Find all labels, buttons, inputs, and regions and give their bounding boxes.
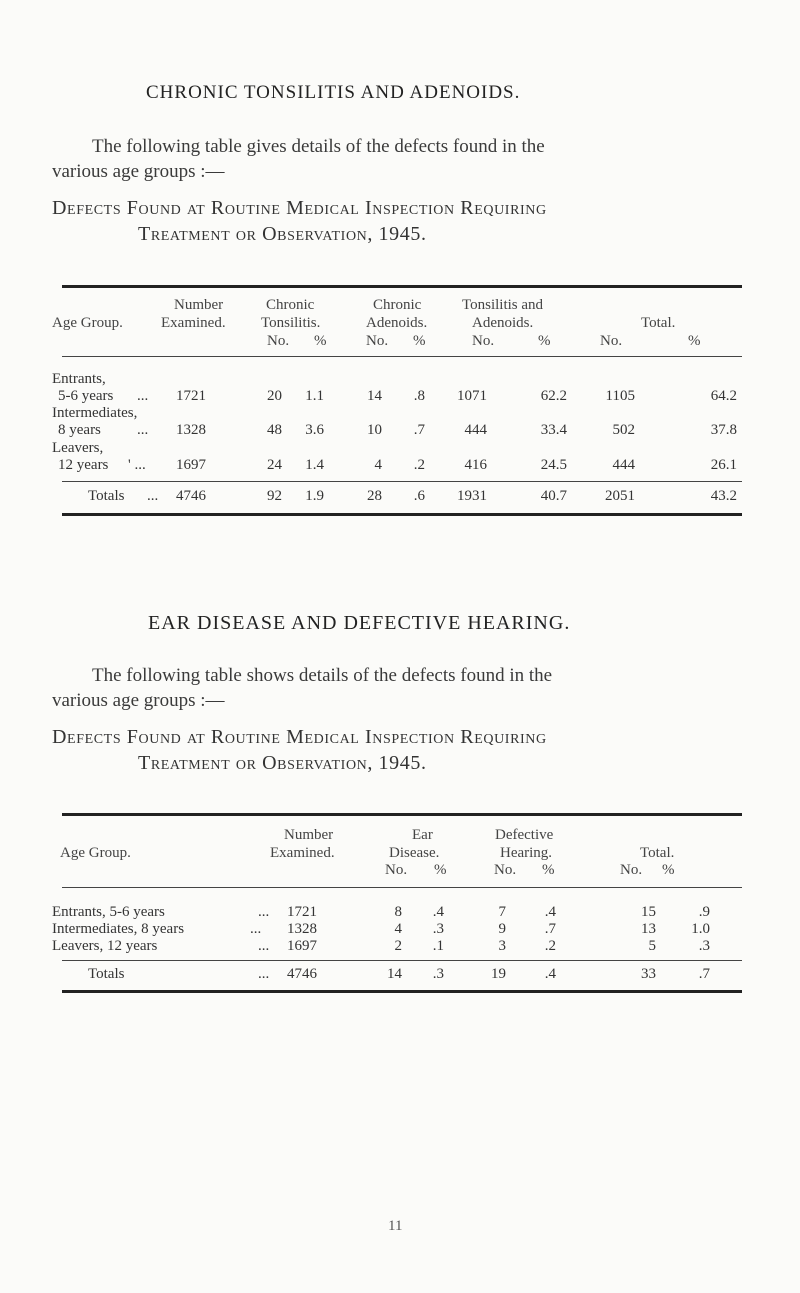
cell-ed-no: 4 — [394, 921, 402, 937]
totals-ct-pct: 1.9 — [305, 488, 324, 504]
totals-ca-no: 28 — [367, 488, 382, 504]
header-ct-pct: % — [314, 333, 327, 349]
header-ca-no: No. — [366, 333, 389, 349]
row-dots: ... — [258, 938, 270, 954]
row-label: Entrants, 5-6 years — [52, 904, 165, 920]
totals-ed-no: 14 — [387, 966, 402, 982]
totals-dots: ... — [258, 966, 270, 982]
totals-label: Totals — [88, 966, 125, 982]
row-dots: ... — [137, 388, 149, 404]
cell-dh-no: 3 — [498, 938, 506, 954]
cell-ca-no: 14 — [367, 388, 382, 404]
cell-tot-pct: 1.0 — [691, 921, 710, 937]
cell-ca-pct: .2 — [413, 457, 425, 473]
totals-ca-pct: .6 — [413, 488, 425, 504]
cell-ct-no: 20 — [267, 388, 282, 404]
header-rule — [62, 356, 742, 357]
row-label-line2: 5-6 years — [58, 388, 114, 404]
totals-dh-pct: .4 — [544, 966, 556, 982]
cell-tot-pct: 37.8 — [710, 422, 737, 438]
row-dots: ... — [250, 921, 262, 937]
header-total: Total. — [640, 845, 675, 861]
cell-ta-no: 444 — [464, 422, 487, 438]
header-defective-hearing-1: Defective — [495, 827, 554, 843]
cell-tot-no: 13 — [641, 921, 656, 937]
cell-ct-pct: 1.4 — [305, 457, 324, 473]
totals-ta-pct: 40.7 — [540, 488, 567, 504]
ear-intro-line1: The following table shows details of the defects found in the — [92, 665, 553, 686]
cell-ct-pct: 3.6 — [305, 422, 324, 438]
row-dots: ... — [137, 422, 149, 438]
cell-ca-pct: .8 — [413, 388, 425, 404]
header-tot-pct: % — [662, 862, 675, 878]
table-top-rule — [62, 813, 742, 816]
cell-ta-no: 1071 — [457, 388, 487, 404]
cell-tot-pct: .9 — [698, 904, 710, 920]
cell-ct-pct: 1.1 — [305, 388, 324, 404]
totals-rule — [62, 481, 742, 482]
row-label-line1: Entrants, — [52, 371, 106, 387]
totals-examined: 4746 — [176, 488, 206, 504]
row-label-line1: Leavers, — [52, 440, 104, 456]
cell-tot-no: 444 — [612, 457, 635, 473]
header-tot-pct: % — [688, 333, 701, 349]
cell-dh-no: 9 — [498, 921, 506, 937]
totals-tot-pct: 43.2 — [710, 488, 737, 504]
totals-rule — [62, 960, 742, 961]
header-ta-pct: % — [538, 333, 551, 349]
cell-tot-no: 1105 — [605, 388, 635, 404]
cell-ed-pct: .1 — [432, 938, 444, 954]
ear-title: EAR DISEASE AND DEFECTIVE HEARING. — [148, 612, 571, 634]
header-ca-pct: % — [413, 333, 426, 349]
row-label-line1: Intermediates, — [52, 405, 138, 421]
cell-examined: 1328 — [176, 422, 206, 438]
table-bottom-rule — [62, 513, 742, 516]
totals-tot-pct: .7 — [698, 966, 710, 982]
row-label: Leavers, 12 years — [52, 938, 158, 954]
cell-examined: 1328 — [287, 921, 317, 937]
header-examined: Examined. — [270, 845, 335, 861]
cell-tot-no: 15 — [641, 904, 656, 920]
row-label-line2: 8 years — [58, 422, 101, 438]
header-ear-disease-1: Ear — [412, 827, 433, 843]
table-top-rule — [62, 285, 742, 288]
cell-ta-pct: 24.5 — [540, 457, 567, 473]
cell-dh-pct: .4 — [544, 904, 556, 920]
header-ed-no: No. — [385, 862, 408, 878]
header-age-group: Age Group. — [60, 845, 131, 861]
header-ct-no: No. — [267, 333, 290, 349]
tonsils-title: CHRONIC TONSILITIS AND ADENOIDS. — [146, 82, 521, 103]
tonsils-caption-line2: Treatment or Observation, 1945. — [138, 223, 427, 245]
header-age-group: Age Group. — [52, 315, 123, 331]
tonsils-caption-line1: Defects Found at Routine Medical Inspection Requiring — [52, 197, 547, 219]
cell-tot-pct: 26.1 — [710, 457, 737, 473]
header-number: Number — [174, 297, 224, 313]
cell-tot-pct: .3 — [698, 938, 710, 954]
row-label-line2: 12 years — [58, 457, 109, 473]
cell-dh-no: 7 — [498, 904, 506, 920]
cell-ta-pct: 62.2 — [540, 388, 567, 404]
tonsils-intro-line1: The following table gives details of the defects found in the — [92, 136, 545, 157]
header-examined: Examined. — [161, 315, 226, 331]
totals-tot-no: 33 — [641, 966, 656, 982]
header-chronic-adenoids-1: Chronic — [373, 297, 422, 313]
totals-ct-no: 92 — [267, 488, 282, 504]
ear-caption-line2: Treatment or Observation, 1945. — [138, 752, 427, 774]
totals-ta-no: 1931 — [457, 488, 487, 504]
totals-dh-no: 19 — [491, 966, 506, 982]
totals-dots: ... — [147, 488, 159, 504]
totals-tot-no: 2051 — [605, 488, 635, 504]
header-ed-pct: % — [434, 862, 447, 878]
header-chronic-tonsilitis-2: Tonsilitis. — [261, 315, 321, 331]
cell-dh-pct: .7 — [544, 921, 556, 937]
totals-label: Totals — [88, 488, 125, 504]
header-tonsilitis-adenoids-1: Tonsilitis and — [462, 297, 544, 313]
cell-tot-no: 502 — [612, 422, 635, 438]
cell-ct-no: 48 — [267, 422, 282, 438]
cell-ed-no: 8 — [394, 904, 402, 920]
cell-dh-pct: .2 — [544, 938, 556, 954]
cell-ta-no: 416 — [464, 457, 487, 473]
ear-intro-line2: various age groups :— — [52, 690, 225, 711]
cell-examined: 1721 — [287, 904, 317, 920]
header-chronic-adenoids-2: Adenoids. — [366, 315, 428, 331]
header-number: Number — [284, 827, 334, 843]
cell-examined: 1721 — [176, 388, 206, 404]
totals-examined: 4746 — [287, 966, 317, 982]
header-defective-hearing-2: Hearing. — [500, 845, 553, 861]
cell-examined: 1697 — [287, 938, 317, 954]
cell-ct-no: 24 — [267, 457, 282, 473]
cell-ta-pct: 33.4 — [540, 422, 567, 438]
header-rule — [62, 887, 742, 888]
cell-ed-pct: .4 — [432, 904, 444, 920]
header-ear-disease-2: Disease. — [389, 845, 440, 861]
header-tonsilitis-adenoids-2: Adenoids. — [472, 315, 534, 331]
cell-ca-no: 10 — [367, 422, 382, 438]
header-tot-no: No. — [620, 862, 643, 878]
cell-tot-no: 5 — [648, 938, 656, 954]
cell-tot-pct: 64.2 — [710, 388, 737, 404]
header-ta-no: No. — [472, 333, 495, 349]
header-tot-no: No. — [600, 333, 623, 349]
header-dh-pct: % — [542, 862, 555, 878]
row-dots: ' ... — [128, 457, 146, 473]
cell-examined: 1697 — [176, 457, 206, 473]
row-dots: ... — [258, 904, 270, 920]
cell-ed-pct: .3 — [432, 921, 444, 937]
page-number: 11 — [388, 1218, 403, 1234]
header-total: Total. — [641, 315, 676, 331]
cell-ca-pct: .7 — [413, 422, 425, 438]
cell-ed-no: 2 — [394, 938, 402, 954]
tonsils-intro-line2: various age groups :— — [52, 161, 225, 182]
ear-caption-line1: Defects Found at Routine Medical Inspection Requiring — [52, 726, 547, 748]
totals-ed-pct: .3 — [432, 966, 444, 982]
cell-ca-no: 4 — [374, 457, 382, 473]
header-chronic-tonsilitis-1: Chronic — [266, 297, 315, 313]
table-bottom-rule — [62, 990, 742, 993]
row-label: Intermediates, 8 years — [52, 921, 185, 937]
header-dh-no: No. — [494, 862, 517, 878]
